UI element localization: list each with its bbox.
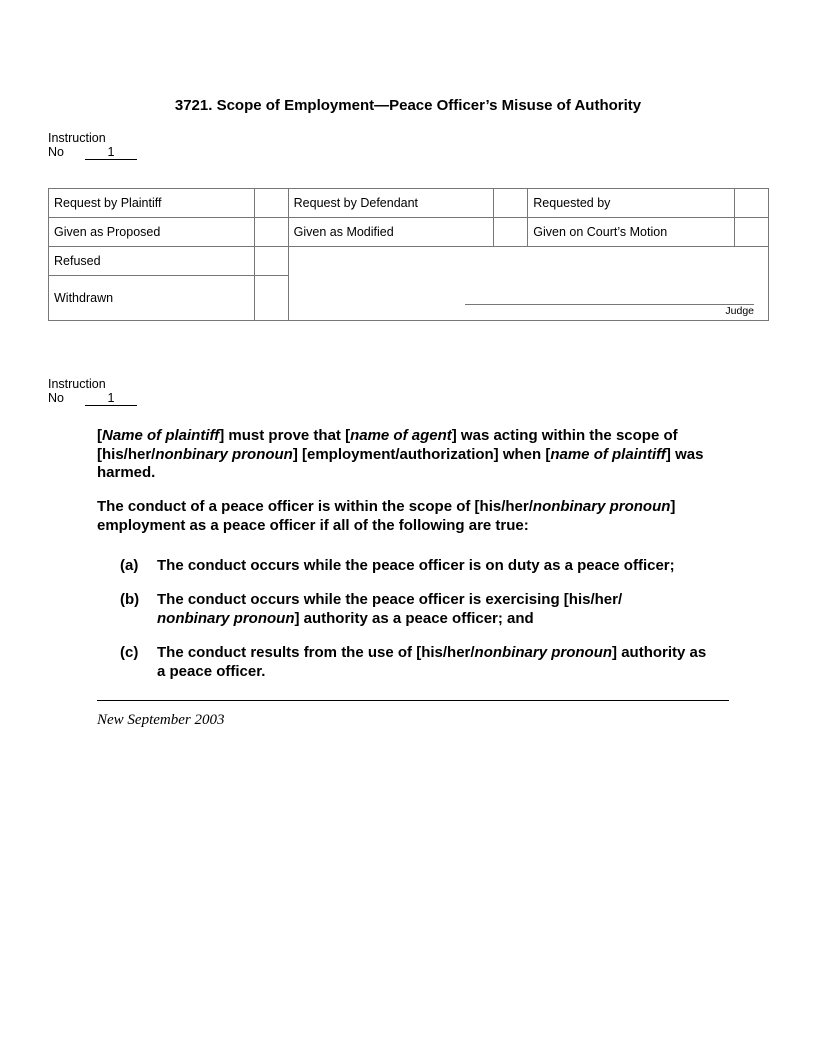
list-item-text: The conduct occurs while the peace officer is on duty as a peace officer; <box>157 557 675 574</box>
paragraph-2: The conduct of a peace officer is within the scope of [his/her/nonbinary pronoun] employment as a peace officer if all of the following are true: <box>97 498 676 534</box>
request-by-plaintiff-checkbox[interactable] <box>254 189 288 218</box>
no-label: No <box>48 145 64 159</box>
paragraph-1: [Name of plaintiff] must prove that [name of agent] was acting within the scope of [his/her/nonbinary pronoun] [employment/authorization] when [name of plaintiff] was harmed. <box>97 427 704 481</box>
withdrawn-checkbox[interactable] <box>254 276 288 321</box>
request-by-defendant-label: Request by Defendant <box>288 189 494 218</box>
placeholder-name-of-plaintiff: Name of plaintiff <box>102 427 220 444</box>
requested-by-label: Requested by <box>528 189 735 218</box>
instruction-label: Instruction <box>48 131 106 145</box>
list-item-label: (c) <box>120 644 139 661</box>
given-as-modified-checkbox[interactable] <box>494 218 528 247</box>
history-note: New September 2003 <box>97 712 225 728</box>
no-label: No <box>48 391 64 405</box>
given-on-courts-motion-checkbox[interactable] <box>735 218 769 247</box>
list-item-text: The conduct occurs while the peace officer is exercising [his/her/ nonbinary pronoun] authority as a peace officer; and <box>157 591 623 627</box>
placeholder-nonbinary-pronoun: nonbinary pronoun <box>532 498 671 515</box>
given-as-modified-label: Given as Modified <box>288 218 494 247</box>
list-item-label: (b) <box>120 591 140 608</box>
given-as-proposed-checkbox[interactable] <box>254 218 288 247</box>
judge-signature-line[interactable] <box>465 304 754 305</box>
given-as-proposed-label: Given as Proposed <box>49 218 255 247</box>
requested-by-checkbox[interactable] <box>735 189 769 218</box>
judge-signature-area <box>288 247 768 321</box>
given-on-courts-motion-label: Given on Court’s Motion <box>528 218 735 247</box>
list-item-label: (a) <box>120 557 139 574</box>
list-item-text: The conduct results from the use of [his/her/nonbinary pronoun] authority as a peace officer. <box>157 644 707 680</box>
placeholder-nonbinary-pronoun: nonbinary pronoun <box>157 609 295 627</box>
placeholder-name-of-plaintiff: name of plaintiff <box>550 445 666 463</box>
refused-checkbox[interactable] <box>254 247 288 276</box>
instruction-number-field[interactable]: 1 <box>85 392 137 406</box>
request-by-defendant-checkbox[interactable] <box>494 189 528 218</box>
page-title: 3721. Scope of Employment—Peace Officer’s Misuse of Authority <box>174 97 642 114</box>
request-table <box>48 188 769 321</box>
instruction-number-field[interactable]: 1 <box>85 146 137 160</box>
withdrawn-label: Withdrawn <box>49 276 255 321</box>
horizontal-divider <box>97 700 729 701</box>
refused-label: Refused <box>49 247 255 276</box>
instruction-number-block-top <box>48 131 137 160</box>
instruction-label: Instruction <box>48 377 106 391</box>
placeholder-nonbinary-pronoun: nonbinary pronoun <box>474 644 613 661</box>
judge-label: Judge <box>725 305 754 317</box>
placeholder-name-of-agent: name of agent <box>350 427 452 444</box>
placeholder-nonbinary-pronoun: nonbinary pronoun <box>155 445 293 463</box>
instruction-number-block-bottom <box>48 377 137 406</box>
request-by-plaintiff-label: Request by Plaintiff <box>49 189 255 218</box>
